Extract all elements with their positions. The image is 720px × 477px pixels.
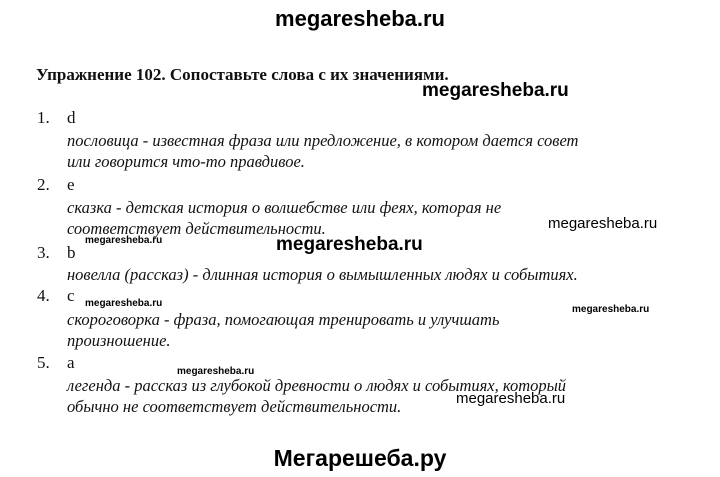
watermark-item4-right: megaresheba.ru bbox=[572, 304, 650, 315]
watermark-item2: megaresheba.ru bbox=[548, 215, 658, 232]
item-definition-line: легенда - рассказ из глубокой древности о людях и событиях, который bbox=[67, 376, 567, 395]
watermark-item3-big: megaresheba.ru bbox=[276, 234, 423, 255]
item-answer-letter: d bbox=[67, 108, 76, 127]
item-definition-line: скороговорка - фраза, помогающая тренировать и улучшать bbox=[67, 310, 500, 329]
item-definition-line: сказка - детская история о волшебстве или феях, которая не bbox=[67, 198, 502, 217]
item-definition-line: пословица - известная фраза или предложение, в котором дается совет bbox=[67, 131, 579, 150]
item-answer-letter: e bbox=[67, 175, 75, 194]
watermark-bottom: Мегарешеба.ру bbox=[273, 445, 447, 471]
item-definition-line: обычно не соответствует действительности. bbox=[67, 397, 402, 416]
item-number: 4. bbox=[37, 286, 50, 305]
item-definition-line: произношение. bbox=[67, 331, 171, 350]
item-number: 2. bbox=[37, 175, 50, 194]
item-number: 3. bbox=[37, 243, 50, 262]
item-number: 5. bbox=[37, 353, 50, 372]
item-definition-line: соответствует действительности. bbox=[67, 219, 326, 238]
item-definition-line: или говорится что-то правдивое. bbox=[67, 152, 305, 171]
watermark-item4-small: megaresheba.ru bbox=[85, 298, 163, 309]
item-number: 1. bbox=[37, 108, 50, 127]
item-answer-letter: c bbox=[67, 286, 75, 305]
watermark-item5-right: megaresheba.ru bbox=[456, 390, 566, 407]
watermark-title: megaresheba.ru bbox=[422, 80, 569, 101]
item-definition-line: новелла (рассказ) - длинная история о вымышленных людях и событиях. bbox=[67, 265, 578, 284]
item-answer-letter: b bbox=[67, 243, 76, 262]
watermark-top: megaresheba.ru bbox=[275, 6, 445, 31]
watermark-item3-small: megaresheba.ru bbox=[85, 235, 163, 246]
watermark-item5-small: megaresheba.ru bbox=[177, 366, 255, 377]
exercise-title: Упражнение 102. Сопоставьте слова с их значениями. bbox=[36, 65, 449, 84]
item-answer-letter: a bbox=[67, 353, 75, 372]
